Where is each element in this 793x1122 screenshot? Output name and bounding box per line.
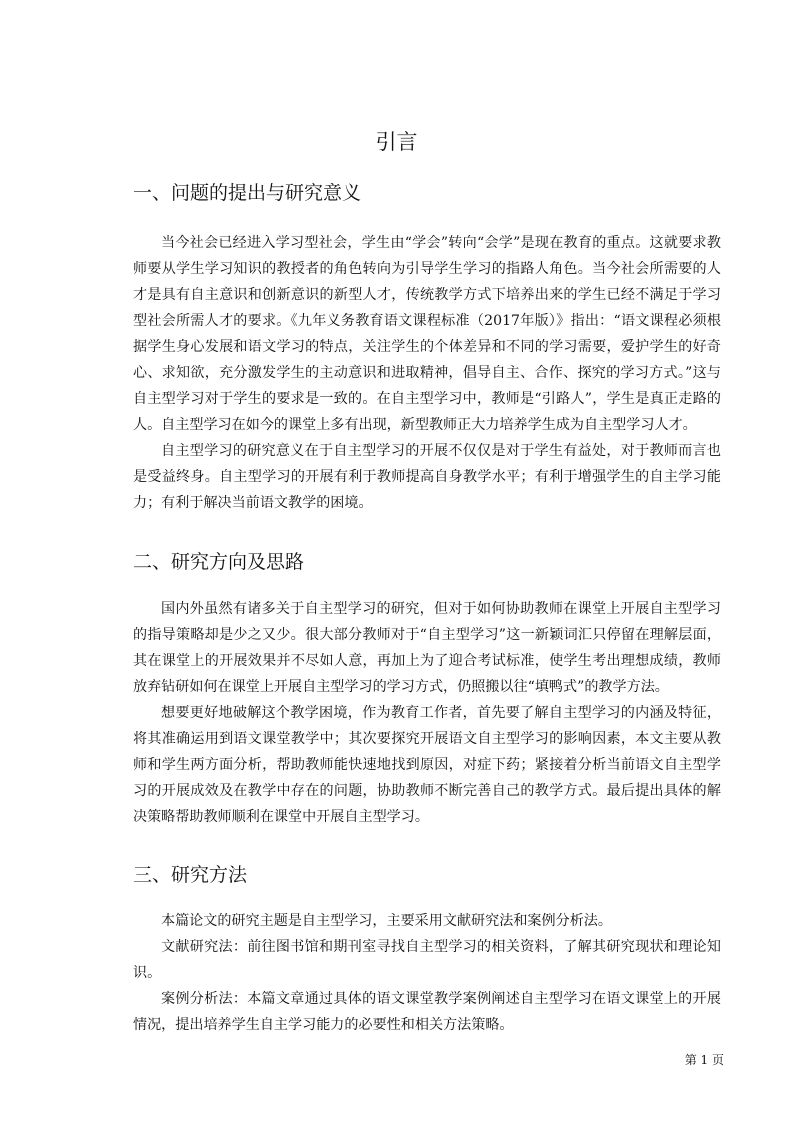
section-heading-3: 三、研究方法 bbox=[133, 864, 248, 886]
section-body-1 bbox=[133, 230, 721, 516]
page-number: 第 1 页 bbox=[684, 1053, 724, 1067]
paragraph: 自主型学习的研究意义在于自主型学习的开展不仅仅是对于学生有益处，对于教师而言也是受益终身。自主型学习的开展有利于教师提高自身教学水平；有利于增强学生的自主学习能力；有利于解决当前语文教学的困境。 bbox=[133, 443, 721, 511]
paragraph: 文献研究法：前往图书馆和期刊室寻找自主型学习的相关资料，了解其研究现状和理论知识。 bbox=[133, 939, 721, 981]
paragraph: 想要更好地破解这个教学困境，作为教育工作者，首先要了解自主型学习的内涵及特征，将其准确运用到语文课堂教学中；其次要探究开展语文自主型学习的影响因素，本文主要从教师和学生两方面分析，帮助教师能快速地找到原因，对症下药；紧接着分析当前语文自主型学习的开展成效及在教学中存在的问题，协助教师不断完善自己的教学方式。最后提出具体的解决策略帮助教师顺利在课堂中开展自主型学习。 bbox=[133, 705, 721, 825]
paragraph: 案例分析法：本篇文章通过具体的语文课堂教学案例阐述自主型学习在语文课堂上的开展情况，提出培养学生自主学习能力的必要性和相关方法策略。 bbox=[133, 991, 721, 1033]
paragraph: 国内外虽然有诸多关于自主型学习的研究，但对于如何协助教师在课堂上开展自主型学习的指导策略却是少之又少。很大部分教师对于“自主型学习”这一新颖词汇只停留在理解层面，其在课堂上的开展效果并不尽如人意，再加上为了迎合考试标准，使学生考出理想成绩，教师放弃钻研如何在课堂上开展自主型学习的学习方式，仍照搬以往“填鸭式”的教学方法。 bbox=[133, 601, 721, 695]
section-body-2 bbox=[133, 596, 721, 830]
page-title: 引言 bbox=[375, 130, 418, 154]
section-body-3 bbox=[133, 908, 721, 1038]
paragraph: 本篇论文的研究主题是自主型学习，主要采用文献研究法和案例分析法。 bbox=[161, 913, 612, 929]
section-heading-1: 一、问题的提出与研究意义 bbox=[133, 182, 362, 204]
section-heading-2: 二、研究方向及思路 bbox=[133, 551, 305, 573]
paragraph: 当今社会已经进入学习型社会，学生由“学会”转向“会学”是现在教育的重点。这就要求教师要从学生学习知识的教授者的角色转向为引导学生学习的指路人角色。当今社会所需要的人才是具有自主意识和创新意识的新型人才，传统教学方式下培养出来的学生已经不满足于学习型社会所需人才的要求。《九年义务教育语文课程标准（2017年版）》指出：“语文课程必须根据学生身心发展和语文学习的特点，关注学生的个体差异和不同的学习需要，爱护学生的好奇心、求知欲，充分激发学生的主动意识和进取精神，倡导自主、合作、探究的学习方式。”这与自主型学习对于学生的要求是一致的。在自主型学习中，教师是“引路人”，学生是真正走路的人。自主型学习在如今的课堂上多有出现，新型教师正大力培养学生成为自主型学习人才。 bbox=[133, 235, 721, 433]
